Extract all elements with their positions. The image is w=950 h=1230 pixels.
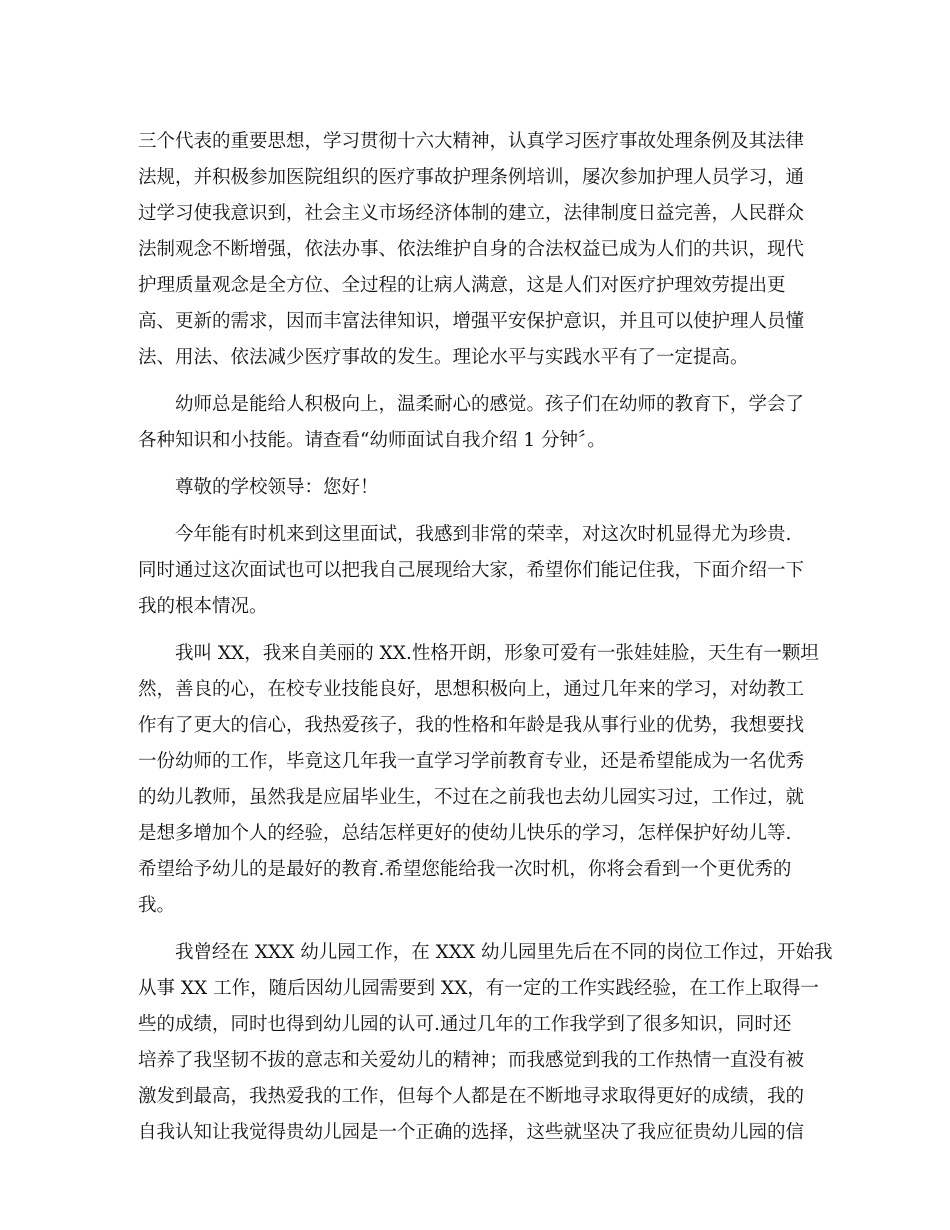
text-line: 我曾经在 XXX 幼儿园工作，在 XXX 幼儿园里先后在不同的岗位工作过，开始我 <box>175 942 833 963</box>
text-line: 法规，并积极参加医院组织的医疗事故护理条例培训，屡次参加护理人员学习，通 <box>138 167 805 188</box>
paragraph <box>138 387 814 459</box>
text-line: 今年能有时机来到这里面试，我感到非常的荣幸，对这次时机显得尤为珍贵. <box>175 524 792 545</box>
text-line: 过学习使我意识到，社会主义市场经济体制的建立，法律制度日益完善，人民群众 <box>138 203 805 224</box>
text-line: 自我认知让我觉得贵幼儿园是一个正确的选择，这些就坚决了我应征贵幼儿园的信 <box>138 1122 805 1143</box>
text-line: 作有了更大的信心，我热爱孩子，我的性格和年龄是我从事行业的优势，我想要找 <box>138 715 805 736</box>
text-line: 我的根本情况。 <box>138 596 268 617</box>
text-line: 希望给予幼儿的是最好的教育.希望您能给我一次时机，你将会看到一个更优秀的 <box>138 859 792 880</box>
paragraph <box>138 517 814 625</box>
text-line: 激发到最高，我热爱我的工作，但每个人都是在不断地寻求取得更好的成绩，我的 <box>138 1086 805 1107</box>
text-line: 法、用法、依法减少医疗事故的发生。理论水平与实践水平有了一定提高。 <box>138 347 749 368</box>
text-line: 高、更新的需求，因而丰富法律知识，增强平安保护意识，并且可以使护理人员懂 <box>138 311 805 332</box>
text-line: 然，善良的心，在校专业技能良好，思想积极向上，通过几年来的学习，对幼教工 <box>138 679 805 700</box>
text-line: 我。 <box>138 895 176 916</box>
text-line: 从事 XX 工作，随后因幼儿园需要到 XX，有一定的工作实践经验，在工作上取得一 <box>138 978 819 999</box>
text-line: 幼师总是能给人积极向上，温柔耐心的感觉。孩子们在幼师的教育下，学会了 <box>175 394 805 415</box>
text-line: 各种知识和小技能。请查看“幼师面试自我介绍 1 分钟〞。 <box>138 430 606 451</box>
text-line: 一份幼师的工作，毕竟这几年我一直学习学前教育专业，还是希望能成为一名优秀 <box>138 751 805 772</box>
text-line: 三个代表的重要思想，学习贯彻十六大精神，认真学习医疗事故处理条例及其法律 <box>138 131 805 152</box>
text-line: 是想多增加个人的经验，总结怎样更好的使幼儿快乐的学习，怎样保护好幼儿等. <box>138 823 792 844</box>
paragraph <box>138 935 833 1151</box>
text-line: 培养了我坚韧不拔的意志和关爱幼儿的精神；而我感觉到我的工作热情一直没有被 <box>138 1050 805 1071</box>
greeting <box>138 470 814 506</box>
paragraph <box>138 124 814 376</box>
text-line: 些的成绩，同时也得到幼儿园的认可.通过几年的工作我学到了很多知识，同时还 <box>138 1014 792 1035</box>
document-body <box>138 124 833 1162</box>
text-line: 的幼儿教师，虽然我是应届毕业生，不过在之前我也去幼儿园实习过，工作过，就 <box>138 787 805 808</box>
text-line: 我叫 XX，我来自美丽的 XX.性格开朗，形象可爱有一张娃娃脸，天生有一颗坦 <box>175 643 819 664</box>
text-line: 护理质量观念是全方位、全过程的让病人满意，这是人们对医疗护理效劳提出更 <box>138 275 786 296</box>
text-line: 尊敬的学校领导：您好！ <box>175 477 379 498</box>
text-line: 同时通过这次面试也可以把我自己展现给大家，希望你们能记住我，下面介绍一下 <box>138 560 805 581</box>
paragraph <box>138 636 819 924</box>
text-line: 法制观念不断增强，依法办事、依法维护自身的合法权益已成为人们的共识，现代 <box>138 239 805 260</box>
